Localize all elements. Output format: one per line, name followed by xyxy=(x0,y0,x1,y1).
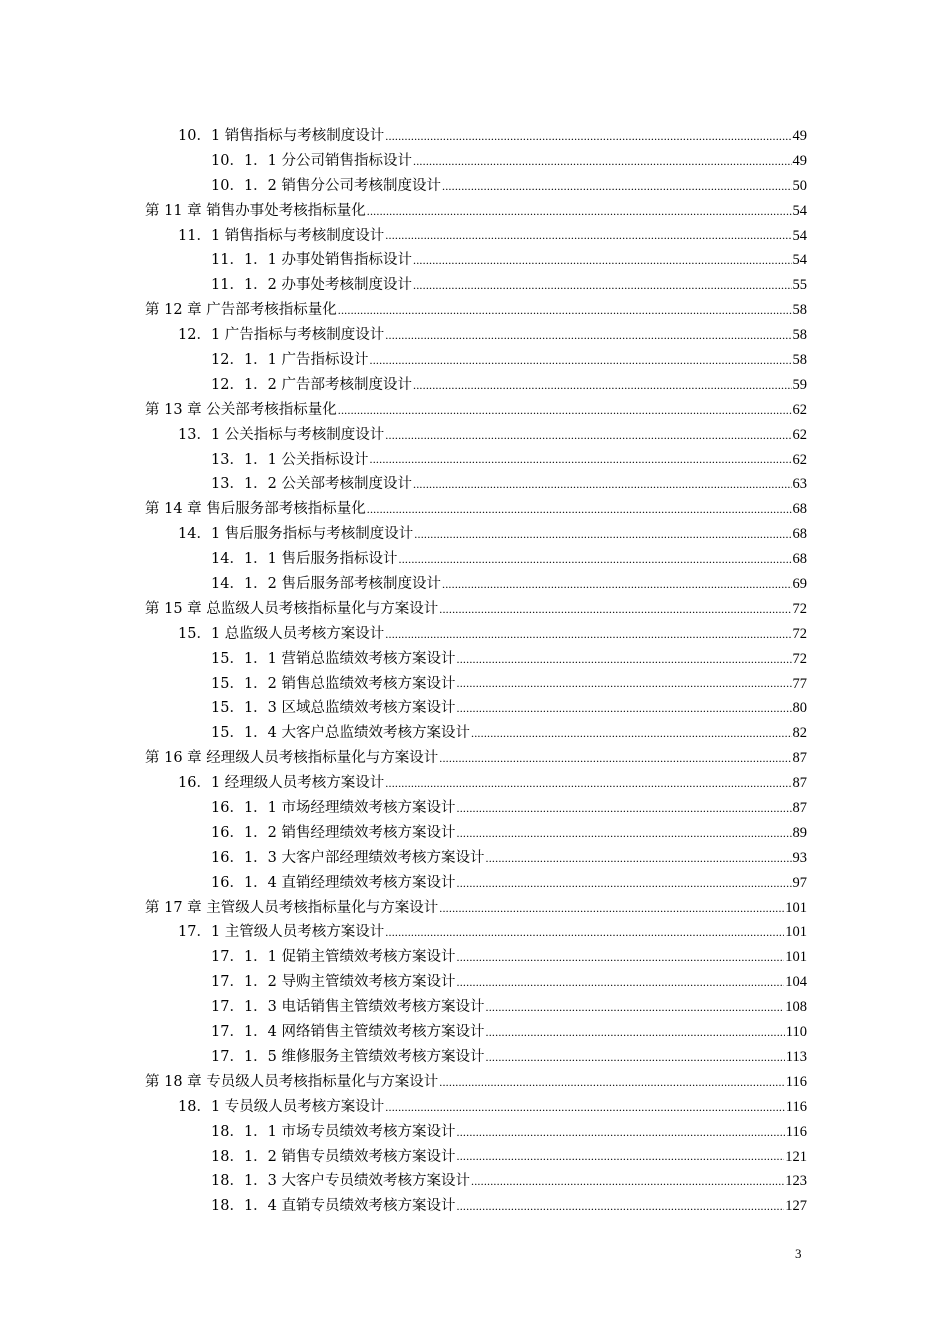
toc-dot-leader xyxy=(457,650,792,668)
toc-entry-chapter[interactable] xyxy=(145,298,807,323)
toc-entry-subsection[interactable] xyxy=(145,871,807,896)
toc-entry-title: 第 11 章 销售办事处考核指标量化 xyxy=(145,202,366,219)
toc-entry-title: 16．1．2 销售经理绩效考核方案设计 xyxy=(211,824,456,841)
toc-entry-page-number: 116 xyxy=(785,1098,807,1115)
toc-dot-leader xyxy=(385,226,791,244)
toc-dot-leader xyxy=(385,326,791,344)
toc-entry-title: 17．1．2 导购主管绩效考核方案设计 xyxy=(211,974,456,991)
toc-dot-leader xyxy=(413,376,791,394)
toc-entry-title: 18．1 专员级人员考核方案设计 xyxy=(178,1098,385,1115)
toc-entry-subsection[interactable] xyxy=(145,672,807,697)
toc-dot-leader xyxy=(385,625,791,643)
toc-dot-leader xyxy=(439,749,791,767)
toc-entry-page-number: 69 xyxy=(792,576,807,593)
toc-entry-subsection[interactable] xyxy=(145,373,807,398)
toc-entry-subsection[interactable] xyxy=(145,448,807,473)
toc-entry-subsection[interactable] xyxy=(145,1194,807,1219)
toc-entry-page-number: 59 xyxy=(792,376,807,393)
toc-dot-leader xyxy=(367,500,792,518)
toc-entry-page-number: 68 xyxy=(792,501,807,518)
toc-entry-page-number: 87 xyxy=(792,775,807,792)
toc-dot-leader xyxy=(385,923,784,941)
toc-entry-chapter[interactable] xyxy=(145,199,807,224)
toc-entry-title: 第 17 章 主管级人员考核指标量化与方案设计 xyxy=(145,899,439,916)
toc-dot-leader xyxy=(439,600,791,618)
toc-dot-leader xyxy=(399,550,792,568)
toc-entry-page-number: 113 xyxy=(785,1048,807,1065)
toc-entry-subsection[interactable] xyxy=(145,970,807,995)
toc-dot-leader xyxy=(385,1098,784,1116)
toc-entry-subsection[interactable] xyxy=(145,846,807,871)
toc-dot-leader xyxy=(457,948,785,966)
toc-dot-leader xyxy=(413,475,791,493)
toc-dot-leader xyxy=(457,973,785,991)
toc-entry-title: 12．1．2 广告部考核制度设计 xyxy=(211,376,413,393)
toc-entry-title: 第 18 章 专员级人员考核指标量化与方案设计 xyxy=(145,1073,439,1090)
toc-entry-page-number: 97 xyxy=(792,874,807,891)
toc-entry-title: 13．1．2 公关部考核制度设计 xyxy=(211,476,413,493)
toc-entry-subsection[interactable] xyxy=(145,647,807,672)
toc-dot-leader xyxy=(413,276,791,294)
toc-entry-page-number: 72 xyxy=(792,600,807,617)
toc-entry-title: 13．1．1 公关指标设计 xyxy=(211,451,369,468)
toc-dot-leader xyxy=(367,202,792,220)
toc-entry-section[interactable] xyxy=(145,1095,807,1120)
toc-entry-title: 11．1．2 办事处考核制度设计 xyxy=(211,277,413,294)
toc-entry-title: 18．1．4 直销专员绩效考核方案设计 xyxy=(211,1198,456,1215)
toc-entry-page-number: 110 xyxy=(785,1024,807,1041)
toc-dot-leader xyxy=(457,1147,785,1165)
toc-entry-chapter[interactable] xyxy=(145,497,807,522)
toc-entry-chapter[interactable] xyxy=(145,597,807,622)
toc-entry-title: 10．1 销售指标与考核制度设计 xyxy=(178,127,385,144)
toc-entry-chapter[interactable] xyxy=(145,746,807,771)
toc-entry-title: 16．1．4 直销经理绩效考核方案设计 xyxy=(211,874,456,891)
toc-dot-leader xyxy=(385,426,791,444)
toc-entry-page-number: 54 xyxy=(792,202,807,219)
toc-entry-page-number: 104 xyxy=(785,974,807,991)
toc-entry-page-number: 77 xyxy=(792,675,807,692)
toc-entry-page-number: 101 xyxy=(785,899,807,916)
toc-entry-title: 14．1．2 售后服务部考核制度设计 xyxy=(211,576,442,593)
toc-entry-title: 13．1 公关指标与考核制度设计 xyxy=(178,426,385,443)
toc-dot-leader xyxy=(471,724,791,742)
toc-entry-title: 16．1．3 大客户部经理绩效考核方案设计 xyxy=(211,849,485,866)
toc-entry-section[interactable] xyxy=(145,771,807,796)
toc-entry-subsection[interactable] xyxy=(145,273,807,298)
toc-entry-title: 15．1．4 大客户总监绩效考核方案设计 xyxy=(211,725,471,742)
toc-entry-page-number: 108 xyxy=(785,999,807,1016)
toc-entry-title: 15．1．2 销售总监绩效考核方案设计 xyxy=(211,675,456,692)
toc-entry-page-number: 49 xyxy=(792,127,807,144)
toc-dot-leader xyxy=(385,774,791,792)
toc-entry-subsection[interactable] xyxy=(145,1020,807,1045)
toc-entry-section[interactable] xyxy=(145,921,807,946)
toc-entry-page-number: 72 xyxy=(792,625,807,642)
toc-entry-title: 18．1．1 市场专员绩效考核方案设计 xyxy=(211,1123,456,1140)
toc-dot-leader xyxy=(414,525,791,543)
toc-dot-leader xyxy=(442,177,791,195)
toc-entry-chapter[interactable] xyxy=(145,1070,807,1095)
toc-entry-subsection[interactable] xyxy=(145,696,807,721)
toc-dot-leader xyxy=(486,1048,785,1066)
toc-entry-title: 15．1．3 区域总监绩效考核方案设计 xyxy=(211,700,456,717)
toc-entry-title: 15．1 总监级人员考核方案设计 xyxy=(178,625,385,642)
toc-dot-leader xyxy=(457,874,792,892)
toc-entry-section[interactable] xyxy=(145,522,807,547)
table-of-contents xyxy=(145,124,807,1219)
toc-entry-page-number: 63 xyxy=(792,476,807,493)
toc-entry-title: 17．1．5 维修服务主管绩效考核方案设计 xyxy=(211,1048,485,1065)
toc-dot-leader xyxy=(338,401,792,419)
toc-entry-subsection[interactable] xyxy=(145,995,807,1020)
toc-entry-page-number: 101 xyxy=(785,924,807,941)
toc-entry-page-number: 116 xyxy=(785,1123,807,1140)
toc-dot-leader xyxy=(457,824,792,842)
toc-entry-title: 第 12 章 广告部考核指标量化 xyxy=(145,302,337,319)
toc-entry-section[interactable] xyxy=(145,224,807,249)
toc-entry-page-number: 58 xyxy=(792,327,807,344)
toc-dot-leader xyxy=(457,699,792,717)
toc-entry-title: 10．1．1 分公司销售指标设计 xyxy=(211,152,413,169)
toc-entry-subsection[interactable] xyxy=(145,796,807,821)
toc-entry-page-number: 72 xyxy=(792,650,807,667)
toc-dot-leader xyxy=(471,1172,784,1190)
toc-entry-title: 17．1．3 电话销售主管绩效考核方案设计 xyxy=(211,999,485,1016)
page-number: 3 xyxy=(795,1246,802,1261)
toc-entry-section[interactable] xyxy=(145,124,807,149)
toc-entry-title: 10．1．2 销售分公司考核制度设计 xyxy=(211,177,442,194)
toc-entry-page-number: 54 xyxy=(792,252,807,269)
toc-entry-page-number: 93 xyxy=(792,849,807,866)
toc-entry-page-number: 87 xyxy=(792,750,807,767)
toc-dot-leader xyxy=(457,674,792,692)
toc-entry-title: 第 15 章 总监级人员考核指标量化与方案设计 xyxy=(145,600,439,617)
toc-entry-title: 16．1．1 市场经理绩效考核方案设计 xyxy=(211,800,456,817)
toc-entry-subsection[interactable] xyxy=(145,1169,807,1194)
toc-entry-page-number: 55 xyxy=(792,277,807,294)
toc-entry-page-number: 80 xyxy=(792,700,807,717)
toc-entry-title: 18．1．3 大客户专员绩效考核方案设计 xyxy=(211,1173,471,1190)
toc-dot-leader xyxy=(338,301,792,319)
toc-entry-title: 14．1．1 售后服务指标设计 xyxy=(211,551,398,568)
toc-entry-title: 第 13 章 公关部考核指标量化 xyxy=(145,401,337,418)
toc-dot-leader xyxy=(486,849,792,867)
toc-entry-page-number: 50 xyxy=(792,177,807,194)
toc-entry-title: 15．1．1 营销总监绩效考核方案设计 xyxy=(211,650,456,667)
toc-entry-subsection[interactable] xyxy=(145,945,807,970)
toc-dot-leader xyxy=(385,127,791,145)
toc-entry-page-number: 89 xyxy=(792,824,807,841)
toc-entry-page-number: 127 xyxy=(785,1198,807,1215)
toc-dot-leader xyxy=(370,450,792,468)
toc-dot-leader xyxy=(457,1123,785,1141)
toc-entry-subsection[interactable] xyxy=(145,547,807,572)
toc-entry-page-number: 49 xyxy=(792,152,807,169)
toc-dot-leader xyxy=(486,998,785,1016)
toc-entry-title: 18．1．2 销售专员绩效考核方案设计 xyxy=(211,1148,456,1165)
toc-dot-leader xyxy=(442,575,791,593)
toc-entry-page-number: 101 xyxy=(785,949,807,966)
toc-entry-page-number: 82 xyxy=(792,725,807,742)
toc-entry-subsection[interactable] xyxy=(145,1045,807,1070)
toc-entry-section[interactable] xyxy=(145,323,807,348)
toc-entry-page-number: 68 xyxy=(792,551,807,568)
toc-dot-leader xyxy=(486,1023,785,1041)
toc-entry-subsection[interactable] xyxy=(145,1145,807,1170)
toc-entry-title: 12．1 广告指标与考核制度设计 xyxy=(178,327,385,344)
toc-entry-page-number: 87 xyxy=(792,800,807,817)
toc-entry-page-number: 54 xyxy=(792,227,807,244)
toc-entry-subsection[interactable] xyxy=(145,149,807,174)
toc-entry-subsection[interactable] xyxy=(145,572,807,597)
toc-dot-leader xyxy=(457,1197,785,1215)
toc-entry-page-number: 68 xyxy=(792,526,807,543)
toc-entry-title: 12．1．1 广告指标设计 xyxy=(211,352,369,368)
toc-dot-leader xyxy=(439,1073,785,1091)
toc-entry-page-number: 58 xyxy=(792,352,807,368)
toc-entry-title: 17．1 主管级人员考核方案设计 xyxy=(178,924,385,941)
toc-entry-title: 14．1 售后服务指标与考核制度设计 xyxy=(178,526,414,543)
toc-entry-title: 第 14 章 售后服务部考核指标量化 xyxy=(145,501,366,518)
toc-entry-page-number: 62 xyxy=(792,401,807,418)
toc-dot-leader xyxy=(413,152,791,170)
toc-entry-subsection[interactable] xyxy=(145,472,807,497)
toc-entry-title: 17．1．4 网络销售主管绩效考核方案设计 xyxy=(211,1024,485,1041)
toc-entry-subsection[interactable] xyxy=(145,174,807,199)
toc-entry-title: 第 16 章 经理级人员考核指标量化与方案设计 xyxy=(145,750,439,767)
toc-entry-section[interactable] xyxy=(145,622,807,647)
toc-dot-leader xyxy=(457,799,792,817)
toc-entry-title: 11．1 销售指标与考核制度设计 xyxy=(178,227,385,244)
toc-entry-page-number: 123 xyxy=(785,1173,807,1190)
toc-entry-chapter[interactable] xyxy=(145,398,807,423)
toc-dot-leader xyxy=(370,351,792,369)
toc-entry-title: 11．1．1 办事处销售指标设计 xyxy=(211,252,413,269)
toc-entry-page-number: 62 xyxy=(792,451,807,468)
toc-dot-leader xyxy=(413,251,791,269)
toc-entry-page-number: 116 xyxy=(785,1073,807,1090)
toc-entry-subsection[interactable] xyxy=(145,821,807,846)
toc-entry-section[interactable] xyxy=(145,423,807,448)
toc-entry-page-number: 121 xyxy=(785,1148,807,1165)
toc-entry-page-number: 62 xyxy=(792,426,807,443)
toc-entry-title: 17．1．1 促销主管绩效考核方案设计 xyxy=(211,949,456,966)
toc-entry-page-number: 58 xyxy=(792,302,807,319)
toc-entry-subsection[interactable] xyxy=(145,248,807,273)
toc-dot-leader xyxy=(439,899,784,917)
toc-entry-subsection[interactable] xyxy=(145,1120,807,1145)
toc-entry-subsection[interactable] xyxy=(145,348,807,373)
toc-entry-subsection[interactable] xyxy=(145,721,807,746)
toc-entry-title: 16．1 经理级人员考核方案设计 xyxy=(178,775,385,792)
toc-entry-chapter[interactable] xyxy=(145,896,807,921)
